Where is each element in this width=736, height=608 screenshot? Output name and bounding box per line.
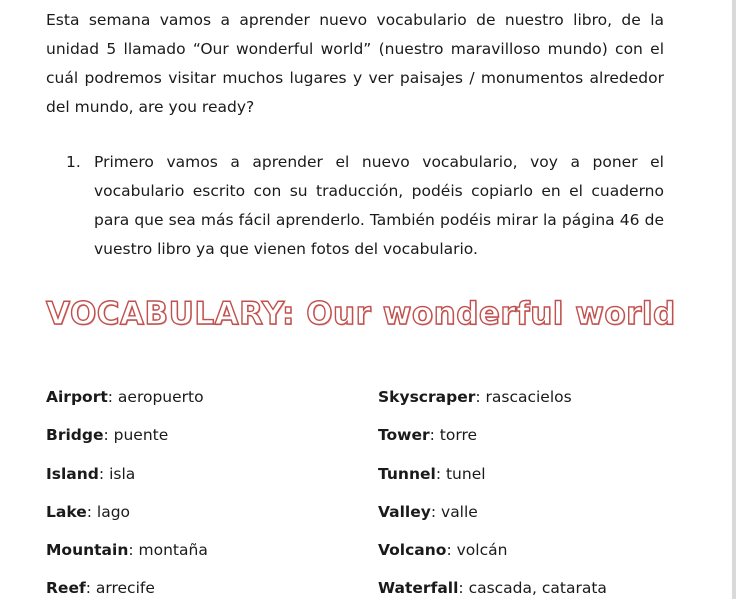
vocab-entry-airport: [46, 378, 378, 416]
page-edge: [732, 0, 736, 599]
vocab-separator: :: [458, 579, 469, 598]
vocab-translation: cascada, catarata: [468, 579, 607, 598]
vocab-separator: :: [86, 502, 97, 521]
vocab-term: Waterfall: [378, 579, 459, 598]
vocab-term: Bridge: [46, 426, 104, 445]
vocab-separator: :: [128, 541, 139, 560]
instruction-item: [66, 148, 664, 264]
vocabulary-heading: VOCABULARY: Our wonderful world: [46, 296, 676, 332]
vocab-entry-valley: [378, 493, 686, 531]
vocab-entry-mountain: [46, 531, 378, 569]
vocab-term: Tower: [378, 426, 430, 445]
vocab-entry-tower: [378, 416, 686, 454]
vocab-entry-volcano: [378, 531, 686, 569]
vocab-separator: :: [429, 426, 440, 445]
vocab-term: Airport: [46, 388, 108, 406]
vocab-translation: torre: [439, 426, 478, 445]
vocab-translation: puente: [113, 426, 169, 445]
vocab-entry-bridge: [46, 416, 378, 454]
vocab-translation: aeropuerto: [117, 388, 204, 406]
vocab-entry-reef: [46, 569, 378, 607]
vocab-entry-tunnel: [378, 455, 686, 493]
vocab-translation: tunel: [445, 464, 486, 483]
vocab-translation: valle: [441, 502, 478, 521]
instruction-number: 1.: [66, 153, 81, 171]
vocab-translation: montaña: [138, 541, 208, 560]
vocab-term: Lake: [46, 502, 87, 521]
vocab-separator: :: [85, 579, 96, 598]
vocab-separator: :: [103, 426, 114, 445]
vocab-entry-waterfall: [378, 569, 686, 607]
vocab-separator: :: [98, 464, 110, 483]
vocab-entry-lake: [46, 493, 378, 531]
vocab-separator: :: [435, 464, 446, 483]
vocab-entry-skyscraper: [378, 378, 686, 416]
instruction-text: Primero vamos a aprender el nuevo vocabulario, voy a poner el vocabulario escrito con su traducción, podéis copiarlo en el cuaderno para que sea más fácil aprenderlo. También podéis mirar la página 46 de vuestro libro ya que vienen fotos del vocabulario.: [94, 153, 664, 258]
vocab-term: Tunnel: [378, 464, 436, 483]
vocab-translation: isla: [109, 464, 136, 483]
vocab-term: Valley: [378, 502, 431, 521]
vocab-translation: arrecife: [95, 579, 155, 598]
vocabulary-list: [46, 378, 686, 608]
vocab-translation: rascacielos: [485, 388, 572, 406]
vocab-term: Mountain: [46, 541, 129, 560]
vocab-entry-island: [46, 455, 378, 493]
vocab-translation: volcán: [456, 541, 508, 560]
instruction-list: [66, 148, 664, 264]
vocab-term: Volcano: [378, 541, 447, 560]
vocab-translation: lago: [96, 502, 131, 521]
vocab-separator: :: [430, 502, 442, 521]
vocab-term: Skyscraper: [378, 388, 476, 406]
intro-paragraph: Esta semana vamos a aprender nuevo vocabulario de nuestro libro, de la unidad 5 llamado “Our wonderful world” (nuestro maravilloso mundo) con el cuál podremos visitar muchos lugares y ver paisajes / monumentos alrededor del mundo, are you ready?: [46, 11, 664, 116]
vocab-term: Island: [46, 464, 99, 483]
vocab-separator: :: [107, 388, 118, 406]
vocab-term: Reef: [46, 579, 86, 598]
vocab-separator: :: [475, 388, 486, 406]
vocab-separator: :: [446, 541, 457, 560]
